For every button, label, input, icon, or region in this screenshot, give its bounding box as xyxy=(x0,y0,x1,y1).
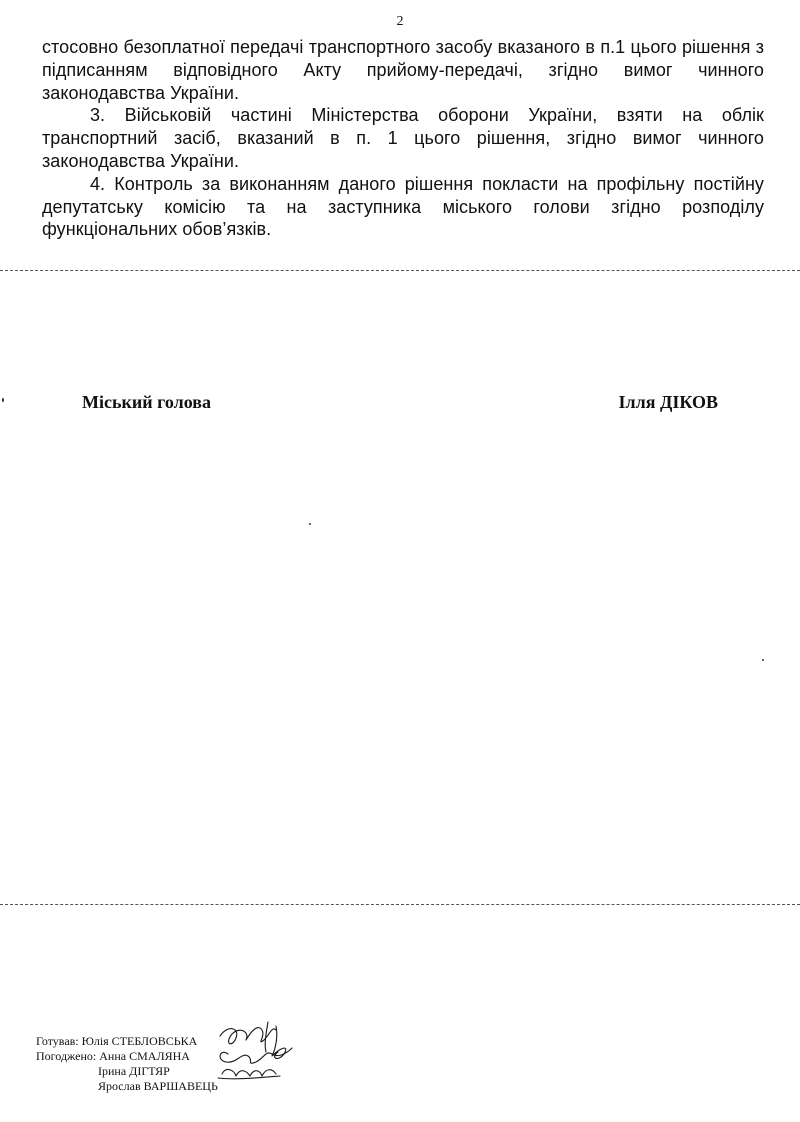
paragraph-continuation: стосовно безоплатної передачі транспортного засобу вказаного в п.1 цього рішення з підписанням відповідного Акту прийому-передачі, згідно вимог чинного законодавства України. xyxy=(42,37,764,103)
agreed-row-2 xyxy=(36,1064,218,1079)
paragraph-item-3: 3. Військовій частині Міністерства оборони України, взяти на облік транспортний засіб, вказаний в п. 1 цього рішення, згідно вимог чинного законодавства України. xyxy=(42,105,764,171)
handwritten-initials-signature xyxy=(206,1018,306,1086)
scan-edge-line-top xyxy=(0,270,800,271)
agreed-label: Погоджено: xyxy=(36,1049,97,1063)
paragraph-item-4: 4. Контроль за виконанням даного рішення покласти на профільну постійну депутатську комісію та на заступника міського голови згідно розподілу функціональних обов’язків. xyxy=(42,173,764,240)
agreed-name-3: Ярослав ВАРШАВЕЦЬ xyxy=(98,1079,218,1093)
document-body xyxy=(42,36,764,241)
prepared-name: Юлія СТЕБЛОВСЬКА xyxy=(81,1034,198,1048)
page-number: 2 xyxy=(396,14,404,29)
prepared-label: Готував: xyxy=(36,1034,79,1048)
signatory-title: Міський голова xyxy=(82,392,211,412)
agreed-name-2: Ірина ДІГТЯР xyxy=(98,1064,170,1078)
signatory-name: Ілля ДІКОВ xyxy=(618,392,718,412)
agreed-row xyxy=(36,1049,218,1064)
agreed-name-1: Анна СМАЛЯНА xyxy=(99,1049,190,1063)
prepared-row xyxy=(36,1034,218,1049)
scan-edge-line-bottom xyxy=(0,904,800,905)
agreed-row-3 xyxy=(36,1079,218,1094)
approval-list xyxy=(36,1034,218,1094)
